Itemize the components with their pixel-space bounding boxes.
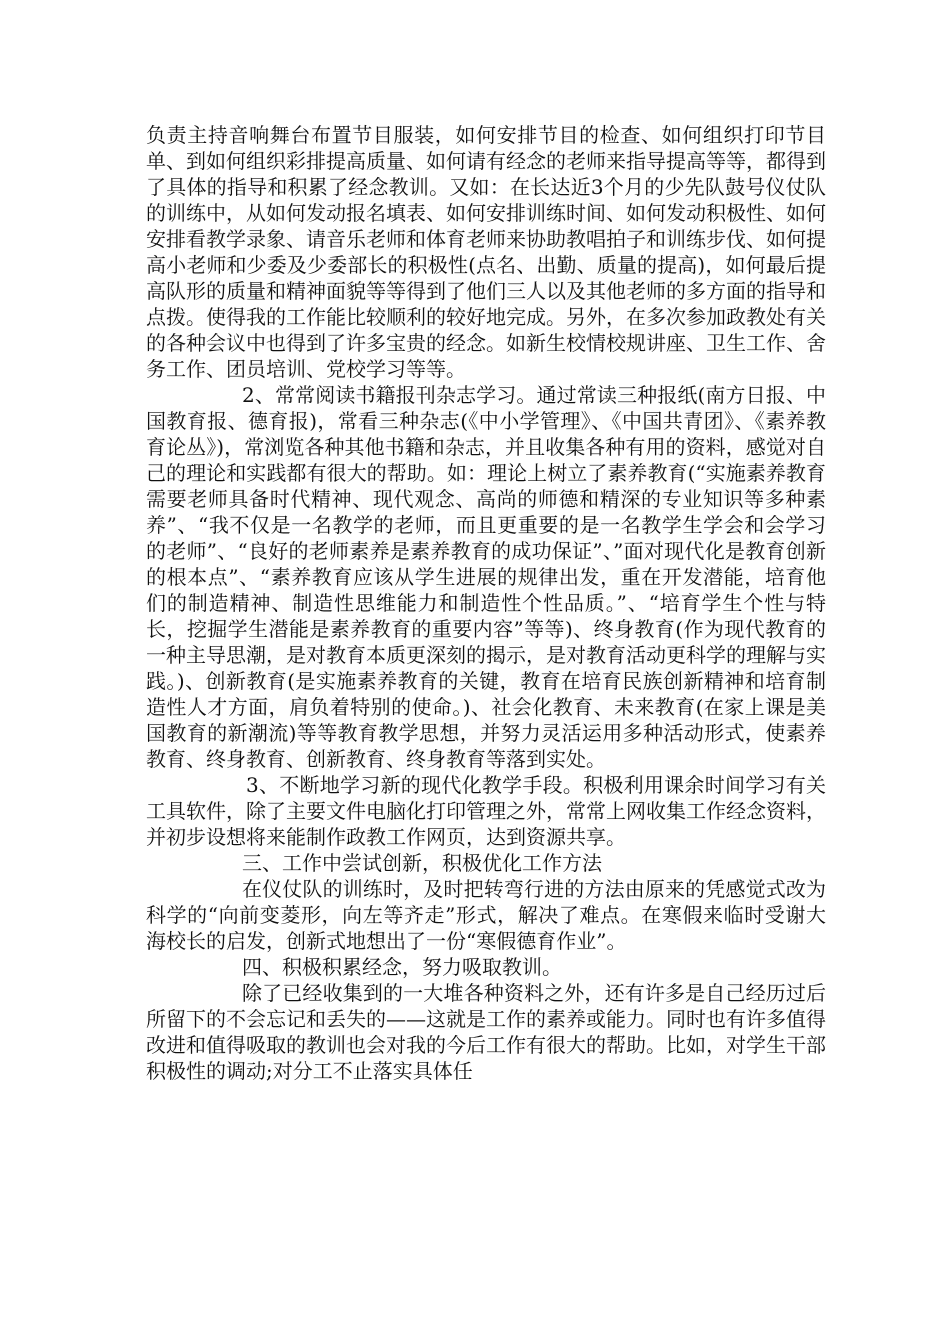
paragraph-reading-study: 2、常常阅读书籍报刊杂志学习。通过常读三种报纸(南方日报、中国教育报、德育报)，常看三种杂志(《中小学管理》、《中国共青团》、《素养教育论丛》)，常浏览各种其他书籍和杂志，并且收集各种有用的资料，感觉对自己的理论和实践都有很大的帮助。如：理论上树立了素养教育(“实施素养教育需要老师具备时代精神、现代观念、高尚的师德和精深的专业知识等多种素养”、“我不仅是一名教学的老师，而且更重要的是一名教学生学会和会学习的老师”、“良好的老师素养是素养教育的成功保证”、”面对现代化是教育创新的根本点”、“素养教育应该从学生进展的规律出发，重在开发潜能，培育他们的制造精神、制造性思维能力和制造性个性品质。”、“培育学生个性与特长，挖掘学生潜能是素养教育的重要内容”等等)、终身教育(作为现代教育的一种主导思潮，是对教育本质更深刻的揭示，是对教育活动更科学的理解与实践。)、创新教育(是实施素养教育的关键，教育在培育民族创新精神和培育制造性人才方面，肩负着特别的使命。)、社会化教育、未来教育(在家上课是美国教育的新潮流)等等教育教学思想，并努力灵活运用多种活动形式，使素养教育、终身教育、创新教育、终身教育等落到实处。 bbox=[146, 383, 826, 771]
paragraph-lessons: 除了已经收集到的一大堆各种资料之外，还有许多是自己经历过后所留下的不会忘记和丢失的——这就是工作的素养或能力。同时也有许多值得改进和值得吸取的教训也会对我的今后工作有很大的帮助。比如，对学生干部积极性的调动;对分工不止落实具体任 bbox=[146, 981, 826, 1083]
section-heading-innovation: 三、工作中尝试创新，积极优化工作方法 bbox=[242, 851, 602, 875]
paragraph-continuation: 负责主持音响舞台布置节目服装，如何安排节目的检查、如何组织打印节目单、到如何组织彩排提高质量、如何请有经念的老师来指导提高等等，都得到了具体的指导和积累了经念教训。又如：在长达近3个月的少先队鼓号仪仗队的训练中，从如何发动报名填表、如何安排训练时间、如何发动积极性、如何安排看教学录象、请音乐老师和体育老师来协助教唱拍子和训练步伐、如何提高小老师和少委及少委部长的积极性(点名、出勤、质量的提高)，如何最后提高队形的质量和精神面貌等等得到了他们三人以及其他老师的多方面的指导和点拨。使得我的工作能比较顺利的较好地完成。另外，在多次参加政教处有关的各种会议中也得到了许多宝贵的经念。如新生校情校规讲座、卫生工作、舍务工作、团员培训、党校学习等等。 bbox=[146, 123, 826, 381]
paragraph-modern-teaching: 3、不断地学习新的现代化教学手段。积极利用课余时间学习有关工具软件，除了主要文件电脑化打印管理之外，常常上网收集工作经念资料，并初步设想将来能制作政教工作网页，达到资源共享。 bbox=[146, 773, 826, 849]
section-heading-experience: 四、积极积累经念，努力吸取教训。 bbox=[242, 955, 562, 979]
paragraph-honor-guard-training: 在仪仗队的训练时，及时把转弯行进的方法由原来的凭感觉式改为科学的“向前变菱形，向左等齐走”形式，解决了难点。在寒假来临时受谢大海校长的启发，创新式地想出了一份“寒假德育作业”。 bbox=[146, 877, 826, 953]
document-body bbox=[146, 122, 826, 1084]
